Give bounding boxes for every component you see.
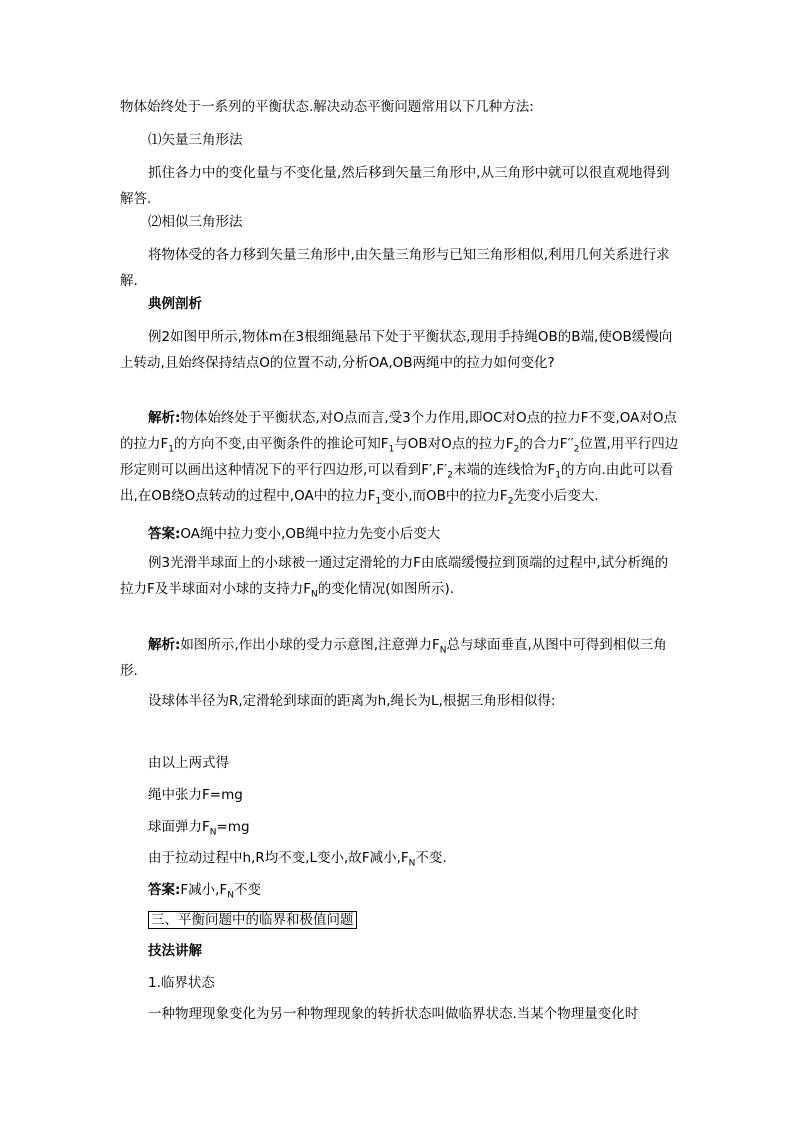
analysis-label: 解析: bbox=[148, 410, 181, 426]
method-1-text: 抓住各力中的变化量与不变化量,然后移到矢量三角形中,从三角形中就可以很直观地得到解答. bbox=[120, 165, 670, 207]
example-3-process: 由于拉动过程中h,R均不变,L变小,故F减小$,F_N$不变. bbox=[148, 850, 447, 869]
critical-state-text: 一种物理现象变化为另一种物理现象的转折状态叫做临界状态.当某个物理量变化时 bbox=[148, 1006, 639, 1022]
example-3-setup: 设球体半径为R,定滑轮到球面的距离为h,绳长为L,根据三角形相似得: bbox=[148, 693, 556, 709]
critical-state-title: 1.临界状态 bbox=[148, 975, 215, 991]
section-heading: 典例剖析 bbox=[148, 296, 202, 312]
example-3-from: 由以上两式得 bbox=[148, 755, 229, 771]
tech-heading: 技法讲解 bbox=[148, 943, 202, 959]
intro-text: 物体始终处于一系列的平衡状态.解决动态平衡问题常用以下几种方法: bbox=[120, 99, 534, 115]
example-2-answer: 答案:OA绳中拉力变小,OB绳中拉力先变小后变大 bbox=[148, 526, 441, 542]
boxed-section-heading: 三、平衡问题中的临界和极值问题 bbox=[148, 907, 357, 933]
answer-label: 答案: bbox=[148, 882, 181, 898]
answer-label: 答案: bbox=[148, 526, 181, 542]
example-2-analysis: 解析:物体始终处于平衡状态,对O点而言,受3个力作用,即OC对O点的拉力F不变,OA对O点的拉力$F_1$的方向不变,由平衡条件的推论可知$F_1$与OB对O点的拉力$F_2$的合力$F''_2$位置,用平行四边形定则可以画出这种情况下的平行四边形,可以看到$F',F'_2$末端的连线恰为$F_1$的方向.由此可以看出,在OB绕O点转动的过程中,OA中的拉力$F_1$变小,而OB中的拉力$F_2$先变小后变大. bbox=[120, 410, 679, 507]
method-2-text: 将物体受的各力移到矢量三角形中,由矢量三角形与已知三角形相似,利用几何关系进行求解. bbox=[120, 247, 670, 289]
example-3-normal-force: 球面弹力$F_N=mg$ bbox=[148, 819, 250, 838]
analysis-label: 解析: bbox=[148, 637, 181, 653]
example-3-answer: 答案:F减小$,F_N$不变 bbox=[148, 882, 261, 901]
example-3-tension: 绳中张力F=mg bbox=[148, 787, 243, 803]
example-2-question: 例2如图甲所示,物体m在3根细绳悬吊下处于平衡状态,现用手持绳OB的B端,使OB缓慢向上转动,且始终保持结点O的位置不动,分析OA,OB两绳中的拉力如何变化? bbox=[120, 329, 673, 371]
method-1-title: ⑴矢量三角形法 bbox=[148, 132, 243, 148]
example-3-question: 例3光滑半球面上的小球被一通过定滑轮的力F由底端缓慢拉到顶端的过程中,试分析绳的拉力F及半球面对小球的支持力$F_N$的变化情况(如图所示). bbox=[120, 555, 669, 600]
method-2-title: ⑵相似三角形法 bbox=[148, 214, 243, 230]
example-3-analysis: 解析:如图所示,作出小球的受力示意图,注意弹力$F_N$总与球面垂直,从图中可得到相似三角形. bbox=[120, 637, 667, 679]
